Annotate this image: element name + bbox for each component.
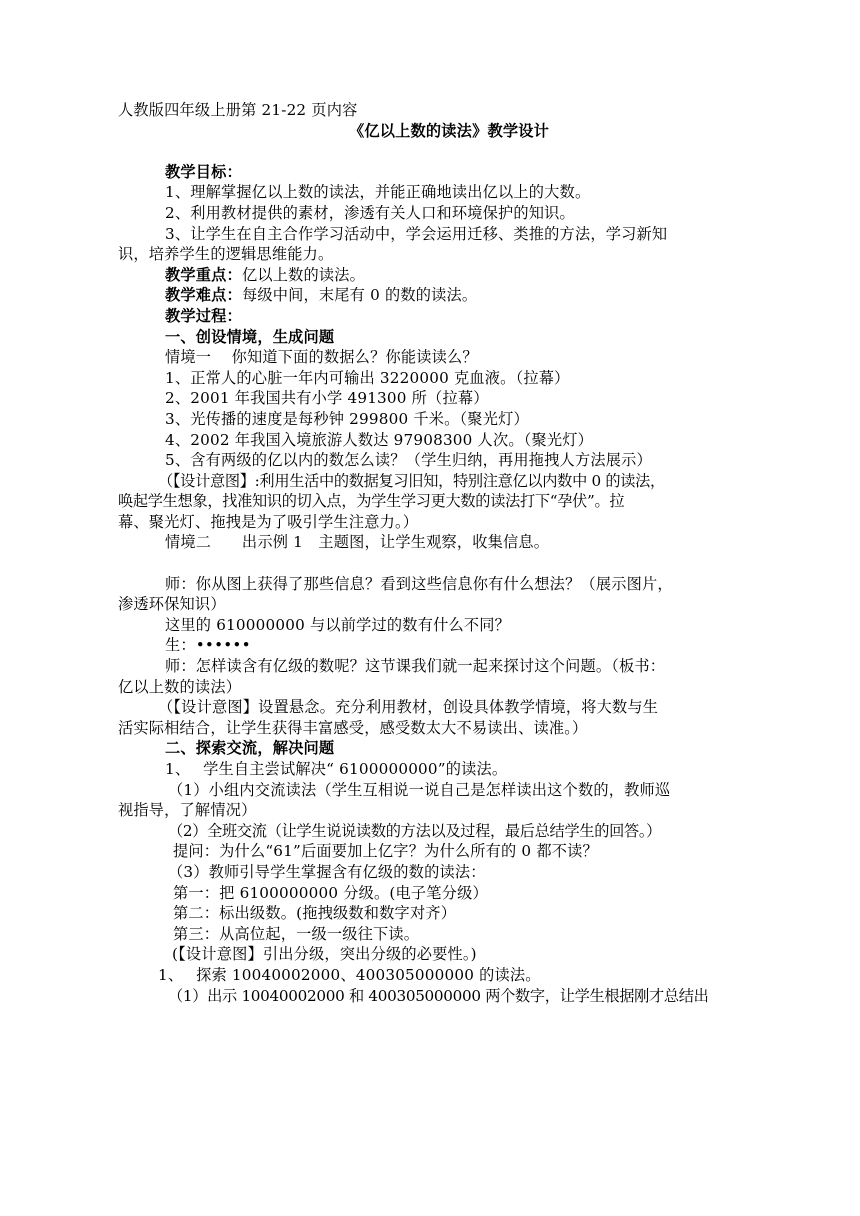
goal-item: 2、利用教材提供的素材，渗透有关人口和环境保护的知识。 [165,203,575,222]
paragraph-line: 1、 学生自主尝试解决“ 6100000000”的读法。 [165,760,508,778]
spacer [118,141,740,162]
paragraph-line: （3）教师引导学生掌握含有亿级的数的读法： [168,862,486,881]
paragraph-line: （2）全班交流（让学生说说读数的方法以及过程，最后总结学生的回答。） [168,821,662,840]
design-intent-line: 唤起学生想象，找准知识的切入点，为学生学习更大数的读法打下“孕伏”。拉 [118,492,625,511]
paragraph-line: 5、含有两级的亿以内的数怎么读？（学生归纳，再用拖拽人方法展示） [165,451,652,470]
document-body [118,100,740,1006]
difficulty [118,285,740,306]
paragraph-line: 1、 探索 10040002000、400305000000 的读法。 [158,965,541,984]
goal-item: 1、理解掌握亿以上数的读法，并能正确地读出亿以上的大数。 [165,183,591,202]
key-point-text: 亿以上数的读法。 [241,265,366,284]
key-point-label: 教学重点： [165,265,242,284]
section1-heading: 一、创设情境，生成问题 [165,327,335,346]
paragraph-line: 亿以上数的读法） [118,677,242,696]
paragraph-line: 3、光传播的速度是每秒钟 299800 千米。（聚光灯） [165,409,529,428]
paragraph-line: 第三：从高位起，一级一级往下读。 [173,924,420,943]
paragraph-line: 1、正常人的心脏一年内可输出 3220000 克血液。（拉幕） [165,368,570,387]
paragraph-line: 渗透环保知识） [118,595,226,614]
paragraph-line: 第二：标出级数。(拖拽级数和数字对齐） [173,904,457,923]
design-intent-line: （【设计意图】设置悬念。充分利用教材，创设具体教学情境，将大数与生 [158,698,659,717]
section2-heading: 二、探索交流，解决问题 [165,739,335,758]
difficulty-text: 每级中间，末尾有 0 的数的读法。 [241,286,478,305]
document-title: 《亿以上数的读法》教学设计 [348,121,550,140]
design-intent-line: (【设计意图】引出分级，突出分级的必要性。) [172,945,477,964]
paragraph-line: 生：•••••• [165,636,251,655]
goals-heading: 教学目标： [165,162,242,181]
goal-item: 3、让学生在自主合作学习活动中，学会运用迁移、类推的方法，学习新知 [165,224,668,243]
source-note: 人教版四年级上册第 21-22 页内容 [118,101,358,119]
paragraph-line: （1）小组内交流读法（学生互相说一说自己是怎样读出这个数的，教师巡 [168,780,671,799]
spacer [118,553,740,574]
paragraph-line: 第一：把 6100000000 分级。(电子笔分级） [173,883,488,902]
design-intent-line: （【设计意图】:利用生活中的数据复习旧知，特别注意亿以内数中 0 的读法， [158,471,665,490]
design-intent-line: 活实际相结合，让学生获得丰富感受，感受数太大不易读出、读准。） [118,718,588,737]
goal-item-continued: 识，培养学生的逻辑思维能力。 [118,245,334,264]
difficulty-label: 教学难点： [165,286,242,305]
process-heading: 教学过程： [165,306,242,325]
paragraph-line: 视指导，了解情况） [118,801,257,820]
paragraph-line: 师：怎样读含有亿级的数呢？这节课我们就一起来探讨这个问题。（板书： [165,657,666,676]
paragraph-line: 这里的 610000000 与以前学过的数有什么不同？ [165,615,511,634]
paragraph-line: 情境一 你知道下面的数据么？你能读读么？ [165,348,478,367]
design-intent-line: 幕、聚光灯、拖拽是为了吸引学生注意力。） [118,512,419,531]
paragraph-line: 师：你从图上获得了那些信息？看到这些信息你有什么想法？（展示图片， [165,574,673,593]
paragraph-line: 4、2002 年我国入境旅游人数达 97908300 人次。（聚光灯） [165,430,594,449]
paragraph-line: 情境二 出示例 1 主题图，让学生观察，收集信息。 [165,533,550,552]
paragraph-line: 提问：为什么“61”后面要加上亿字？为什么所有的 0 都不读？ [173,842,598,861]
key-point [118,265,740,286]
paragraph-line: 2、2001 年我国共有小学 491300 所（拉幕） [165,389,489,408]
paragraph-line: （1）出示 10040002000 和 400305000000 两个数字，让学生根据刚才总结出 [168,986,709,1005]
